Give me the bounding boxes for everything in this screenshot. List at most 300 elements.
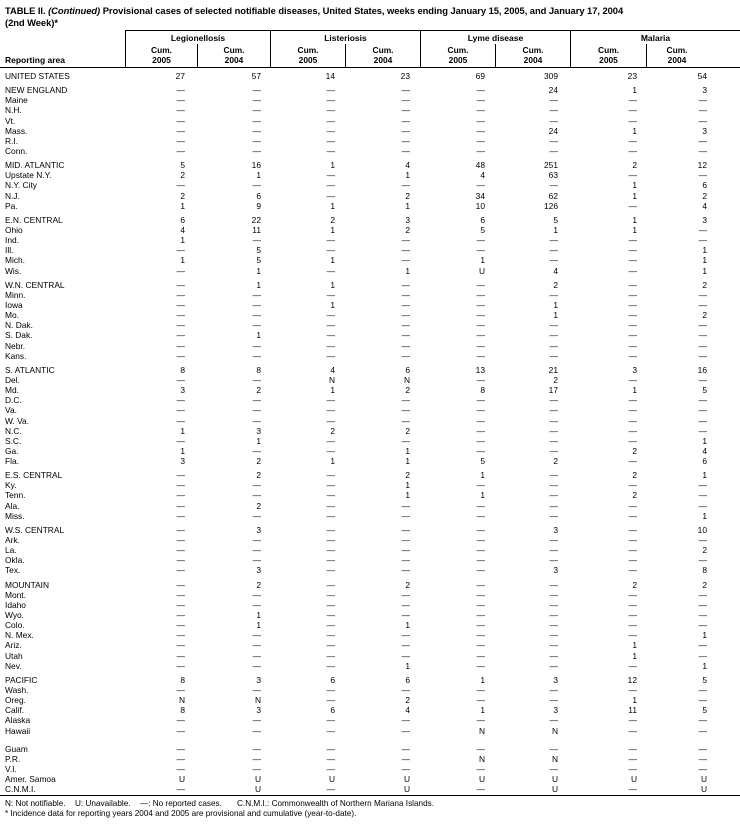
row-label: Idaho	[5, 599, 26, 610]
subheader-cum-label: Cum.	[598, 45, 619, 55]
row-label: Upstate N.Y.	[5, 170, 52, 181]
cell: —	[401, 245, 410, 256]
table-row-ohio	[0, 225, 740, 235]
row-label: N. Mex.	[5, 630, 34, 641]
cell: 5	[702, 705, 707, 716]
cell: 63	[548, 170, 558, 181]
table-row-wash	[0, 685, 740, 695]
cell: —	[549, 330, 558, 341]
cell: 8	[180, 705, 185, 716]
cell: —	[549, 764, 558, 774]
row-label: Minn.	[5, 289, 26, 300]
cell: —	[476, 415, 485, 426]
cell: 6	[330, 674, 335, 685]
cell: 1	[553, 224, 558, 235]
subheader-cum-label: Cum.	[666, 45, 688, 55]
cell: —	[476, 125, 485, 136]
table-row-mo	[0, 310, 740, 320]
cell: —	[628, 535, 637, 546]
cell: —	[252, 640, 261, 651]
cell: 1	[405, 660, 410, 671]
cell: 27	[175, 71, 185, 81]
cell: 1	[405, 490, 410, 501]
cell: —	[401, 640, 410, 651]
row-label: Nev.	[5, 660, 22, 671]
cell: —	[401, 299, 410, 310]
cell: —	[476, 235, 485, 246]
subheader-year-label: 2005	[448, 54, 468, 65]
row-label: Alaska	[5, 715, 31, 726]
cell: —	[176, 589, 185, 600]
row-label: Vt.	[5, 115, 16, 126]
cell: 2	[553, 374, 558, 385]
cell: —	[176, 630, 185, 641]
cell: —	[401, 135, 410, 146]
row-label: Oreg.	[5, 695, 26, 706]
row-label: MOUNTAIN	[5, 579, 50, 590]
cell: —	[698, 95, 707, 106]
cell: —	[549, 599, 558, 610]
subheader-year-label: 2005	[298, 54, 318, 65]
table-bottom-rule	[0, 795, 740, 796]
cell: —	[628, 170, 637, 181]
cell: 2	[632, 579, 637, 590]
cell: 1	[480, 705, 485, 716]
table-row-pacific	[0, 675, 740, 685]
subheader-cum-label: Cum.	[223, 45, 245, 55]
cell: —	[549, 743, 558, 754]
cell: 1	[480, 470, 485, 481]
cell: —	[176, 610, 185, 621]
column-subheader-2004-3	[345, 44, 420, 67]
cell: 6	[405, 674, 410, 685]
cell: —	[326, 490, 335, 501]
cell: 6	[180, 214, 185, 225]
table-row-ariz	[0, 640, 740, 650]
cell: —	[476, 630, 485, 641]
cell: —	[628, 565, 637, 576]
row-label: R.I.	[5, 135, 19, 146]
cell: —	[252, 660, 261, 671]
cell: —	[476, 743, 485, 754]
row-label: Del.	[5, 374, 20, 385]
cell: —	[698, 235, 707, 246]
cell: 62	[548, 190, 558, 201]
cell: —	[401, 105, 410, 116]
cell: 8	[180, 674, 185, 685]
cell: 3	[180, 456, 185, 467]
cell: U	[478, 774, 485, 785]
cell: 1	[256, 170, 261, 181]
cell: 2	[330, 425, 335, 436]
cell: 2	[702, 279, 707, 290]
cell: 1	[702, 255, 707, 266]
table-row-hawaii	[0, 726, 740, 736]
cell: N	[551, 725, 558, 736]
cell: —	[252, 340, 261, 351]
cell: 1	[702, 510, 707, 521]
cell: —	[549, 95, 558, 106]
row-label: S.C.	[5, 435, 22, 446]
cell: —	[476, 524, 485, 535]
cell: —	[176, 395, 185, 406]
cell: —	[628, 685, 637, 696]
cell: —	[549, 579, 558, 590]
cell: 69	[475, 71, 485, 81]
cell: —	[549, 435, 558, 446]
column-subheader-2004-5	[495, 44, 570, 67]
cell: —	[326, 135, 335, 146]
cell: U	[551, 784, 558, 795]
table-row-r-i	[0, 136, 740, 146]
cell: —	[698, 115, 707, 126]
cell: 1	[330, 279, 335, 290]
cell: 1	[702, 470, 707, 481]
cell: —	[628, 555, 637, 566]
cell: 3	[256, 674, 261, 685]
cell: —	[326, 764, 335, 774]
cell: —	[549, 695, 558, 706]
cell: —	[401, 435, 410, 446]
subheader-year-label: 2005	[152, 54, 171, 65]
column-subheader-2005-2	[270, 44, 345, 67]
cell: —	[252, 95, 261, 106]
row-label: Guam	[5, 743, 28, 754]
cell: —	[401, 510, 410, 521]
table-title-week: (2nd Week)*	[5, 16, 58, 28]
cell: 1	[405, 445, 410, 456]
row-label: Mass.	[5, 125, 28, 136]
cell: 8	[256, 364, 261, 375]
cell: —	[401, 85, 410, 96]
cell: —	[628, 235, 637, 246]
cell: 1	[702, 660, 707, 671]
table-row-ga	[0, 446, 740, 456]
cell: U	[254, 774, 261, 785]
cell: —	[549, 289, 558, 300]
cell: —	[401, 289, 410, 300]
cell: —	[476, 620, 485, 631]
cell: —	[176, 289, 185, 300]
row-label: W.N. CENTRAL	[5, 279, 65, 290]
table-row-w-va	[0, 416, 740, 426]
footnote-legend	[0, 799, 740, 809]
row-label: Ohio	[5, 224, 23, 235]
cell: U	[551, 774, 558, 785]
cell: U	[478, 265, 485, 276]
subheader-cum-label: Cum.	[372, 45, 394, 55]
cell: 2	[405, 579, 410, 590]
cell: 2	[256, 385, 261, 396]
cell: 2	[405, 470, 410, 481]
cell: —	[401, 350, 410, 361]
cell: —	[326, 524, 335, 535]
cell: —	[476, 610, 485, 621]
cell: —	[549, 545, 558, 556]
row-label: Calif.	[5, 705, 25, 716]
cell: U	[403, 774, 410, 785]
cell: —	[549, 115, 558, 126]
cell: 12	[627, 674, 637, 685]
cell: —	[698, 743, 707, 754]
cell: 1	[256, 265, 261, 276]
cell: 2	[632, 445, 637, 456]
cell: —	[549, 685, 558, 696]
cell: —	[698, 715, 707, 726]
table-row-n-mex	[0, 630, 740, 640]
cell: 1	[330, 255, 335, 266]
table-row-minn	[0, 290, 740, 300]
cell: —	[401, 630, 410, 641]
table-row-n-dak	[0, 320, 740, 330]
cell: —	[401, 180, 410, 191]
table-row-va	[0, 405, 740, 415]
cell: —	[326, 579, 335, 590]
cell: N	[254, 695, 261, 706]
cell: 5	[480, 456, 485, 467]
cell: —	[326, 95, 335, 106]
cell: —	[476, 579, 485, 590]
row-label: Fla.	[5, 456, 19, 467]
cell: 1	[256, 279, 261, 290]
cell: —	[476, 660, 485, 671]
row-label: UNITED STATES	[5, 71, 70, 81]
table-row-oreg	[0, 695, 740, 705]
table-row-n-y-city	[0, 180, 740, 190]
cell: 2	[553, 456, 558, 467]
cell: —	[628, 395, 637, 406]
cell: —	[476, 340, 485, 351]
cell: 6	[256, 190, 261, 201]
cell: N	[551, 753, 558, 764]
cell: 1	[632, 385, 637, 396]
cell: —	[401, 565, 410, 576]
table-row-wis	[0, 266, 740, 276]
table-row-nev	[0, 661, 740, 671]
cell: —	[176, 715, 185, 726]
cell: —	[252, 510, 261, 521]
cell: —	[252, 235, 261, 246]
cell: 1	[330, 160, 335, 171]
cell: U	[630, 774, 637, 785]
cell: —	[549, 535, 558, 546]
cell: —	[252, 753, 261, 764]
cell: —	[476, 695, 485, 706]
cell: —	[252, 289, 261, 300]
cell: 3	[553, 705, 558, 716]
cell: —	[176, 374, 185, 385]
cell: 48	[475, 160, 485, 171]
cell: —	[326, 480, 335, 491]
table-row-md	[0, 385, 740, 395]
cell: 3	[256, 565, 261, 576]
row-label: Ga.	[5, 445, 19, 456]
cell: —	[476, 650, 485, 661]
cell: 11	[252, 224, 261, 235]
cell: —	[698, 599, 707, 610]
cell: —	[176, 405, 185, 416]
cell: —	[176, 265, 185, 276]
cell: 3	[256, 705, 261, 716]
table-row-n-c	[0, 426, 740, 436]
cell: —	[326, 589, 335, 600]
cell: 24	[548, 85, 558, 96]
cell: —	[628, 105, 637, 116]
cell: —	[549, 105, 558, 116]
row-label: S. Dak.	[5, 330, 33, 341]
cell: —	[176, 764, 185, 774]
row-label: Tex.	[5, 565, 21, 576]
cell: 1	[405, 170, 410, 181]
cell: —	[549, 480, 558, 491]
cell: 2	[702, 545, 707, 556]
cell: —	[176, 105, 185, 116]
table-row-okla	[0, 555, 740, 565]
cell: 1	[480, 674, 485, 685]
cell: —	[476, 715, 485, 726]
cell: —	[401, 685, 410, 696]
cell: —	[476, 685, 485, 696]
cell: —	[176, 135, 185, 146]
table-body	[0, 68, 740, 794]
cell: —	[476, 425, 485, 436]
cell: —	[628, 95, 637, 106]
row-label: Colo.	[5, 620, 25, 631]
cell: —	[176, 330, 185, 341]
cell: —	[176, 320, 185, 331]
cell: —	[326, 180, 335, 191]
row-label: N.H.	[5, 105, 22, 116]
cell: 3	[702, 214, 707, 225]
cell: —	[698, 535, 707, 546]
cell: 3	[405, 214, 410, 225]
column-subheader-2004-1	[197, 44, 270, 67]
cell: 3	[632, 364, 637, 375]
table-title	[5, 5, 737, 28]
cell: 6	[330, 705, 335, 716]
cell: —	[476, 784, 485, 795]
cell: —	[326, 565, 335, 576]
cell: 2	[180, 190, 185, 201]
cell: —	[549, 620, 558, 631]
cell: —	[252, 320, 261, 331]
cell: 2	[405, 385, 410, 396]
row-label: N. Dak.	[5, 320, 33, 331]
cell: —	[476, 310, 485, 321]
cell: 5	[553, 214, 558, 225]
cell: U	[403, 784, 410, 795]
cell: 1	[330, 299, 335, 310]
cell: —	[401, 330, 410, 341]
row-label: Miss.	[5, 510, 25, 521]
cell: 54	[697, 71, 707, 81]
table-row-la	[0, 545, 740, 555]
cell: —	[549, 510, 558, 521]
cell: —	[476, 180, 485, 191]
cell: —	[326, 445, 335, 456]
cell: —	[476, 435, 485, 446]
table-row-idaho	[0, 600, 740, 610]
row-label: Okla.	[5, 555, 25, 566]
cell: 14	[325, 71, 335, 81]
cell: —	[698, 490, 707, 501]
cell: —	[252, 374, 261, 385]
cell: —	[698, 145, 707, 156]
cell: —	[628, 715, 637, 726]
cell: 16	[251, 160, 261, 171]
cell: —	[698, 289, 707, 300]
cell: 11	[628, 705, 637, 716]
cell: 2	[702, 579, 707, 590]
cell: —	[326, 753, 335, 764]
subheader-year-label: 2004	[224, 54, 244, 65]
cell: —	[176, 535, 185, 546]
table-row-iowa	[0, 300, 740, 310]
cell: —	[401, 415, 410, 426]
cell: 1	[632, 640, 637, 651]
cell: 1	[330, 385, 335, 396]
cell: 4	[702, 445, 707, 456]
table-row-amer-samoa	[0, 774, 740, 784]
cell: —	[476, 135, 485, 146]
cell: U	[700, 784, 707, 795]
table-row-n-h	[0, 105, 740, 115]
cell: —	[476, 330, 485, 341]
cell: —	[628, 135, 637, 146]
cell: 2	[256, 456, 261, 467]
cell: —	[176, 753, 185, 764]
cell: 1	[180, 200, 185, 211]
cell: —	[176, 299, 185, 310]
table-row-mich	[0, 255, 740, 265]
cell: —	[628, 435, 637, 446]
row-label: Mo.	[5, 310, 19, 321]
cell: N	[328, 374, 335, 385]
cell: —	[326, 470, 335, 481]
cell: —	[176, 510, 185, 521]
cell: —	[326, 695, 335, 706]
cell: 1	[702, 245, 707, 256]
cell: 4	[702, 200, 707, 211]
cell: 4	[480, 170, 485, 181]
table-row-mont	[0, 590, 740, 600]
cell: 2	[632, 470, 637, 481]
cell: —	[326, 510, 335, 521]
cell: —	[476, 350, 485, 361]
cell: 1	[702, 435, 707, 446]
cell: —	[698, 500, 707, 511]
cell: —	[628, 405, 637, 416]
table-row-w-n-central	[0, 280, 740, 290]
cell: —	[698, 685, 707, 696]
column-group-row	[125, 30, 740, 45]
cell: —	[176, 435, 185, 446]
cell: —	[698, 405, 707, 416]
cell: —	[628, 456, 637, 467]
cell: —	[401, 310, 410, 321]
cell: —	[628, 115, 637, 126]
cell: —	[628, 330, 637, 341]
cell: —	[698, 425, 707, 436]
cell: —	[176, 565, 185, 576]
cell: —	[326, 715, 335, 726]
cell: —	[476, 105, 485, 116]
cell: 1	[632, 125, 637, 136]
cell: —	[326, 630, 335, 641]
row-label: Pa.	[5, 200, 18, 211]
footnote-legend-item: C.N.M.I.: Commonwealth of Northern Mariana Islands.	[237, 799, 435, 808]
cell: —	[698, 330, 707, 341]
